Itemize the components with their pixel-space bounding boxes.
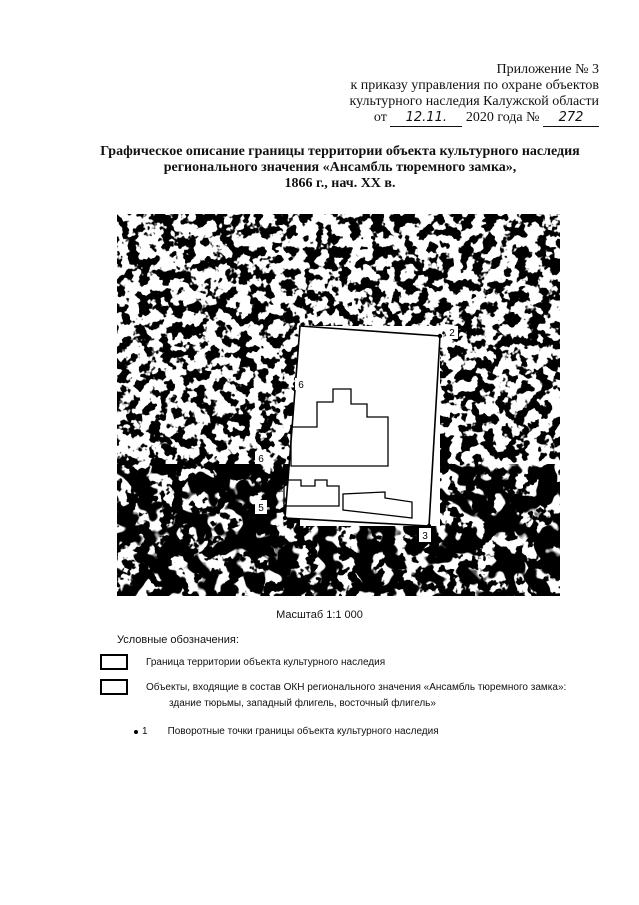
legend-objects-label-cont: здание тюрьмы, западный флигель, восточный флигель»: [169, 698, 436, 709]
appendix-header: [259, 62, 599, 127]
legend-boundary: [100, 654, 385, 670]
point-dot-icon: [134, 730, 138, 734]
appendix-line: культурного наследия Калужской области: [349, 94, 599, 109]
legend-objects: [100, 679, 566, 695]
boundary-swatch-icon: [100, 654, 128, 670]
aerial-map: [117, 214, 560, 596]
object-swatch-icon: [100, 679, 128, 695]
legend-points: [134, 726, 439, 737]
boundary-point: [287, 456, 291, 460]
territory-boundary: [285, 326, 440, 526]
point-label-3: 3: [422, 531, 428, 542]
title-line: 1866 г., нач. XX в.: [284, 176, 396, 191]
legend-objects-cont: [169, 698, 436, 709]
document-title: [60, 144, 620, 192]
title-line: регионального значения «Ансамбль тюремного замка»,: [163, 160, 517, 175]
boundary-point: [283, 516, 287, 520]
legend-title: Условные обозначения:: [117, 634, 239, 646]
map-canvas: [117, 214, 560, 596]
date-prefix: от: [373, 110, 387, 125]
date-value: 12.11.: [390, 110, 462, 127]
appendix-line: к приказу управления по охране объектов: [350, 78, 599, 93]
map-scale: Масштаб 1:1 000: [276, 609, 363, 621]
legend-objects-label: Объекты, входящие в состав ОКН регионального значения «Ансамбль тюремного замка»:: [146, 681, 567, 693]
legend-points-label: Поворотные точки границы объекта культурного наследия: [167, 726, 439, 737]
point-label-2: 2: [449, 328, 455, 339]
legend-boundary-label: Граница территории объекта культурного наследия: [146, 656, 386, 668]
order-number: 272: [543, 110, 599, 127]
appendix-line: Приложение № 3: [496, 62, 599, 77]
point-label-5: 5: [258, 503, 264, 514]
order-date-line: [259, 110, 599, 127]
legend-point-number: 1: [142, 726, 148, 737]
boundary-point: [438, 334, 442, 338]
point-label-6b: 6: [258, 454, 264, 465]
boundary-point: [427, 524, 431, 528]
title-line: Графическое описание границы территории объекта культурного наследия: [100, 144, 580, 159]
point-label-6: 6: [298, 380, 304, 391]
date-suffix: 2020 года №: [465, 110, 540, 125]
